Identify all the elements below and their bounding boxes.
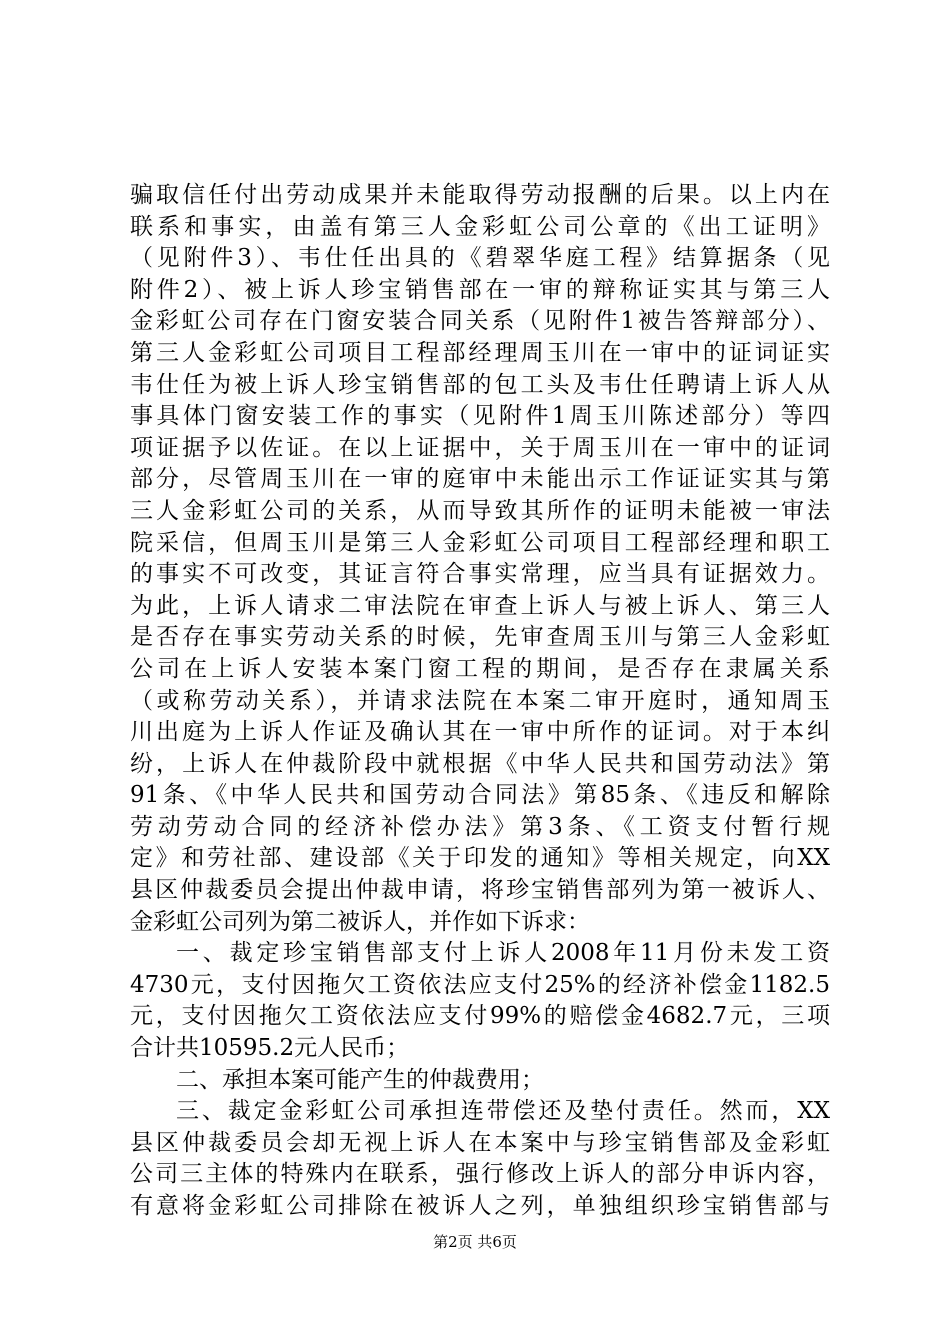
body-text-line: 县区仲裁委员会却无视上诉人在本案中与珍宝销售部及金彩虹	[130, 1129, 830, 1156]
body-text-line: 劳动劳动合同的经济补偿办法》第3条、《工资支付暂行规	[130, 813, 830, 840]
body-text-line: 元，支付因拖欠工资依法应支付99%的赔偿金4682.7元，三项	[130, 1003, 830, 1030]
body-text-line: 院采信，但周玉川是第三人金彩虹公司项目工程部经理和职工	[130, 529, 830, 556]
body-text-line: 事具体门窗安装工作的事实（见附件1周玉川陈述部分）等四	[130, 403, 830, 430]
body-text-line: 金彩虹公司列为第二被诉人，并作如下诉求：	[130, 908, 590, 935]
body-text-line: 金彩虹公司存在门窗安装合同关系（见附件1被告答辩部分）、	[130, 308, 830, 335]
body-text-line: 纷，上诉人在仲裁阶段中就根据《中华人民共和国劳动法》第	[130, 750, 830, 777]
body-text-line: （见附件3）、韦仕任出具的《碧翠华庭工程》结算据条（见	[130, 245, 830, 272]
body-text-line: 有意将金彩虹公司排除在被诉人之列，单独组织珍宝销售部与	[130, 1193, 830, 1219]
body-text-line: 公司三主体的特殊内在联系，强行修改上诉人的部分申诉内容，	[130, 1161, 830, 1188]
body-text-line: 部分，尽管周玉川在一审的庭审中未能出示工作证证实其与第	[130, 466, 830, 493]
document-body	[130, 180, 830, 1223]
page-footer: 第2页 共6页	[433, 1233, 517, 1251]
body-text-line: 为此，上诉人请求二审法院在审查上诉人与被上诉人、第三人	[130, 592, 830, 619]
body-text-line: 骗取信任付出劳动成果并未能取得劳动报酬的后果。以上内在	[130, 182, 830, 208]
body-text-line: 县区仲裁委员会提出仲裁申请，将珍宝销售部列为第一被诉人、	[130, 877, 830, 904]
body-text-line: 的事实不可改变，其证言符合事实常理，应当具有证据效力。	[130, 561, 830, 588]
body-text-line: 第三人金彩虹公司项目工程部经理周玉川在一审中的证词证实	[130, 339, 830, 366]
body-text-line: 4730元，支付因拖欠工资依法应支付25%的经济补偿金1182.5	[130, 971, 830, 998]
body-text-line: （或称劳动关系），并请求法院在本案二审开庭时，通知周玉	[130, 687, 830, 714]
body-text-line: 91条、《中华人民共和国劳动合同法》第85条、《违反和解除	[130, 782, 830, 809]
body-text-line: 川出庭为上诉人作证及确认其在一审中所作的证词。对于本纠	[130, 719, 830, 746]
body-text-line: 二、承担本案可能产生的仲裁费用；	[176, 1066, 544, 1093]
body-text-line: 一、裁定珍宝销售部支付上诉人2008年11月份未发工资	[176, 940, 830, 967]
body-text-line: 定》和劳社部、建设部《关于印发的通知》等相关规定，向XX	[130, 845, 830, 872]
body-text-line: 公司在上诉人安装本案门窗工程的期间，是否存在隶属关系	[130, 655, 830, 682]
body-text-line: 是否存在事实劳动关系的时候，先审查周玉川与第三人金彩虹	[130, 624, 830, 651]
body-text-line: 附件2）、被上诉人珍宝销售部在一审的辩称证实其与第三人	[130, 276, 830, 303]
body-text-line: 合计共10595.2元人民币；	[130, 1035, 410, 1062]
body-text-line: 联系和事实，由盖有第三人金彩虹公司公章的《出工证明》	[130, 213, 830, 240]
body-text-line: 三人金彩虹公司的关系，从而导致其所作的证明未能被一审法	[130, 497, 830, 524]
body-text-line: 韦仕任为被上诉人珍宝销售部的包工头及韦仕任聘请上诉人从	[130, 371, 830, 398]
body-text-line: 三、裁定金彩虹公司承担连带偿还及垫付责任。然而，XX	[176, 1098, 830, 1125]
body-text-line: 项证据予以佐证。在以上证据中，关于周玉川在一审中的证词	[130, 434, 830, 461]
